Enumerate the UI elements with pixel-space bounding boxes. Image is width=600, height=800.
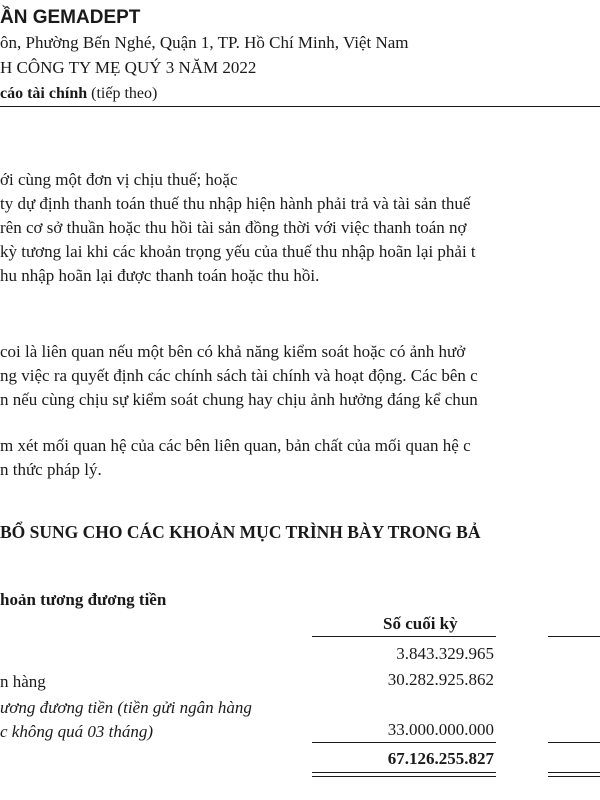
paragraph-line: ty dự định thanh toán thuế thu nhập hiện hành phải trả và tài sản thuế [0,194,471,213]
paragraph-line: n nếu cùng chịu sự kiểm soát chung hay chịu ảnh hưởng đáng kể chun [0,390,478,409]
paragraph-line: coi là liên quan nếu một bên có khả năng kiểm soát hoặc có ảnh hưở [0,342,466,361]
total-double-rule-next [548,772,600,777]
column-header-underline [312,636,496,637]
table-total-value: 67.126.255.827 [387,749,494,768]
company-name: ẦN GEMADEPT [0,7,141,28]
paragraph-line: n thức pháp lý. [0,460,102,479]
notes-title [0,84,157,104]
section-heading: BỔ SUNG CHO CÁC KHOẢN MỤC TRÌNH BÀY TRONG BẢ [0,522,481,542]
table-row-value: 30.282.925.862 [387,670,494,689]
table-row-label: n hàng [0,672,46,691]
table-row-label: ương đương tiền (tiền gửi ngân hàng [0,698,252,717]
paragraph-line: rên cơ sở thuần hoặc thu hồi tài sản đồng thời với việc thanh toán nợ [0,218,467,237]
paragraph-line: kỳ tương lai khi các khoản trọng yếu của thuế thu nhập hoãn lại phải t [0,242,476,261]
total-double-rule [312,772,496,777]
notes-title-main: cáo tài chính [0,85,88,102]
paragraph-line: hu nhập hoãn lại được thanh toán hoặc thu hồi. [0,266,320,285]
column-header-underline-next [548,636,600,637]
table-row-value: 33.000.000.000 [387,720,494,739]
table-row-label: c không quá 03 tháng) [0,722,153,741]
subsection-heading: hoản tương đương tiền [0,590,167,609]
company-address: ôn, Phường Bến Nghé, Quận 1, TP. Hồ Chí Minh, Việt Nam [0,33,409,52]
column-header-ending-balance: Số cuối kỳ [383,614,458,633]
header-divider [0,106,600,107]
paragraph-line: m xét mối quan hệ của các bên liên quan, bản chất của mối quan hệ c [0,436,471,455]
table-row-value: 3.843.329.965 [396,644,494,663]
report-title: H CÔNG TY MẸ QUÝ 3 NĂM 2022 [0,58,257,77]
notes-title-continued: (tiếp theo) [87,85,158,102]
subtotal-rule-next [548,742,600,743]
paragraph-line: ng việc ra quyết định các chính sách tài chính và hoạt động. Các bên c [0,366,478,385]
subtotal-rule [312,742,496,743]
paragraph-line: ới cùng một đơn vị chịu thuế; hoặc [0,170,238,189]
